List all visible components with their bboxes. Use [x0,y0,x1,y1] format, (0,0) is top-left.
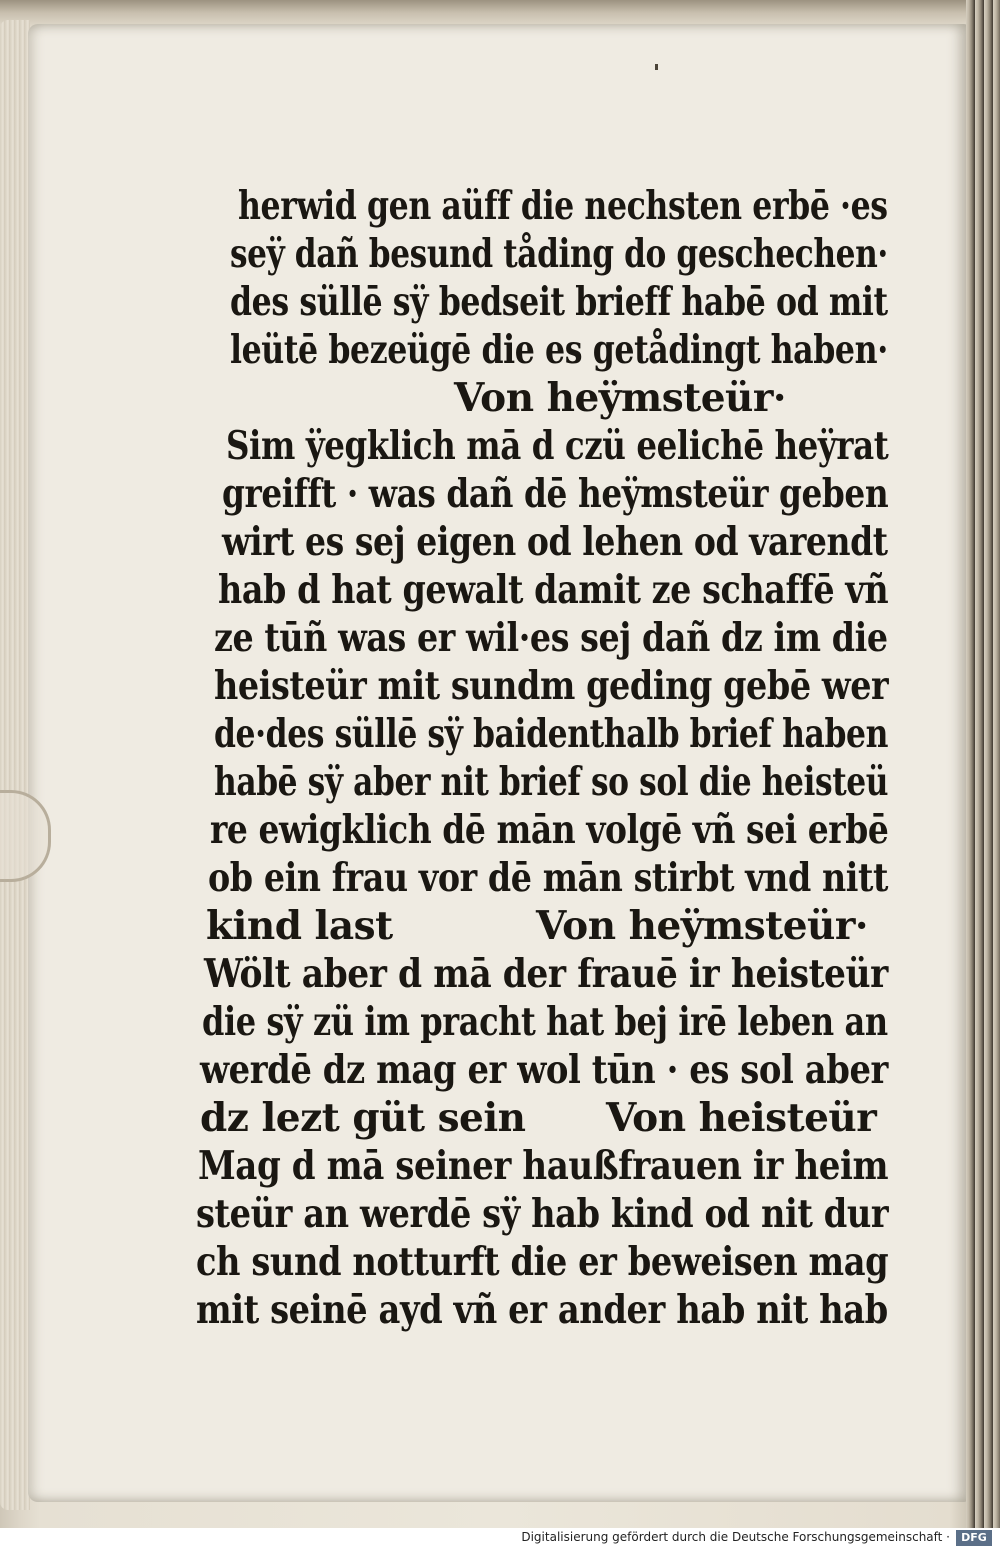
text-line: heisteür mit sundm geding gebē wer [214,663,889,709]
text-line: Wölt aber d mā der frauē ir heisteür [204,951,888,997]
text-line: des süllē sÿ bedseit brieff habē od mit [230,279,888,325]
text-line: wirt es sej eigen od lehen od varendt [222,519,888,565]
right-page-stack [966,0,1000,1528]
text-line: habē sÿ aber nit brief so sol die heisteü [214,759,889,805]
text-line: Sim ÿegklich mā d czü eelichē heÿrat [226,423,889,469]
text-line: mit seinē ayd vñ er ander hab nit hab [196,1287,888,1333]
footer-credit: Digitalisierung gefördert durch die Deutsche Forschungsgemeinschaft · [521,1530,950,1544]
text-line: ob ein frau vor dē mān stirbt vnd nitt [208,855,888,901]
footer-bar [0,1528,1000,1549]
text-line: hab d hat gewalt damit ze schaffē vñ [218,567,889,613]
section-heading: Von heÿmsteür· [536,903,868,949]
text-line: werdē dz mag er wol tūn · es sol aber [200,1047,888,1093]
dfg-logo: DFG [956,1530,992,1546]
text-line: leütē bezeügē die es getådingt haben· [230,327,888,373]
text-line: die sÿ zü im pracht hat bej irē leben an [202,999,888,1045]
text-line: Mag d mā seiner haußfrauen ir heim [198,1143,889,1189]
section-heading: Von heisteür [606,1095,877,1141]
text-line: de·des süllē sÿ baidenthalb brief haben [214,711,888,757]
text-line: steür an werdē sÿ hab kind od nit dur [196,1191,889,1237]
left-page-stack [0,20,30,1510]
text-line: dz lezt güt sein [200,1095,526,1141]
text-line: ch sund notturft die er beweisen mag [196,1239,889,1285]
section-heading: Von heÿmsteür· [454,375,786,421]
ink-mark [655,64,658,70]
text-line: kind last [206,903,393,949]
text-line: re ewigklich dē mān volgē vñ sei erbē [210,807,889,853]
text-line: ze tūñ was er wil·es sej dañ dz im die [214,615,888,661]
text-line: herwid gen aüff die nechsten erbē ·es [238,183,888,229]
text-line: seÿ dañ besund tåding do geschechen· [230,231,888,277]
text-line: greifft · was dañ dē heÿmsteür geben [222,471,889,517]
